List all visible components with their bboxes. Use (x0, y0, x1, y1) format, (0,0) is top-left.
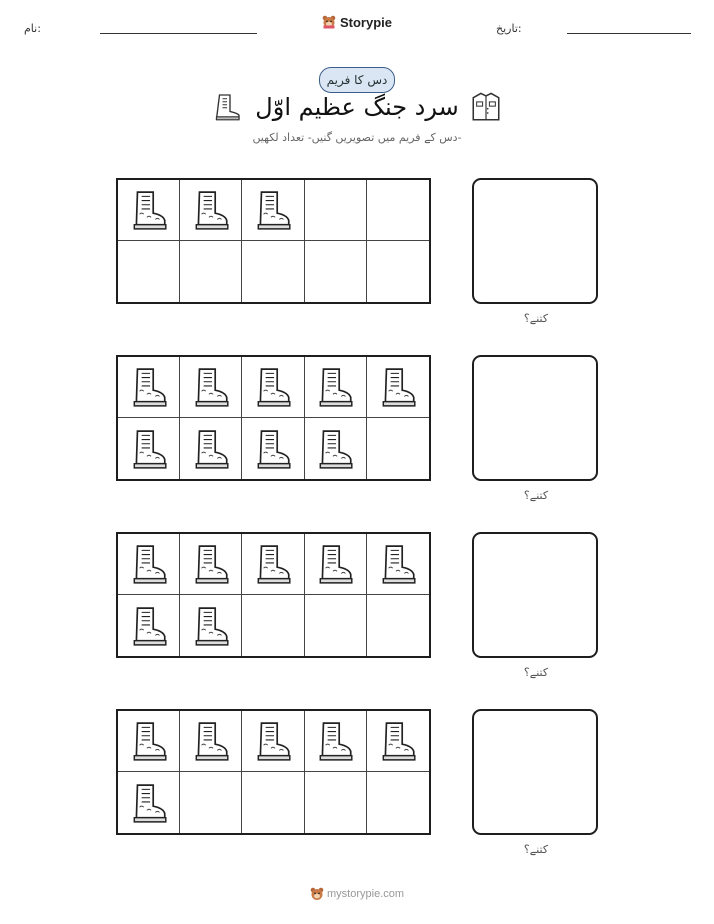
ten-frame (116, 178, 431, 304)
boot-icon (377, 720, 419, 762)
ten-frame (116, 709, 431, 835)
boot-icon (377, 366, 419, 408)
ten-frame-cell (242, 534, 304, 595)
ten-frame-cell (118, 772, 180, 833)
date-label: تاریخ: (496, 22, 522, 35)
ten-frame-cell (305, 772, 367, 833)
ten-frame-cell (242, 772, 304, 833)
ten-frame-cell (180, 357, 242, 418)
name-label: نام: (24, 22, 41, 35)
page-title: سرد جنگ عظیم اوّل (255, 93, 459, 121)
boot-icon (128, 605, 170, 647)
name-line[interactable] (100, 33, 257, 34)
ten-frame-cell (305, 595, 367, 656)
answer-box[interactable] (472, 178, 598, 304)
ten-frame-cell (305, 241, 367, 302)
ten-frame-cell (118, 711, 180, 772)
worksheet-type-badge: دس کا فریم (319, 67, 395, 93)
ten-frame-cell (242, 595, 304, 656)
footer-url: mystorypie.com (327, 887, 405, 900)
ten-frame-cell (180, 180, 242, 241)
ten-frame-cell (367, 711, 429, 772)
ten-frame-cell (118, 357, 180, 418)
ten-frame-cell (305, 418, 367, 479)
boot-icon (128, 428, 170, 470)
boot-icon (128, 782, 170, 824)
ten-frame-cell (118, 534, 180, 595)
boot-icon (252, 720, 294, 762)
how-many-label: کتنے؟ (523, 489, 549, 502)
ten-frame-cell (242, 711, 304, 772)
ten-frame-cell (118, 180, 180, 241)
boot-icon (314, 428, 356, 470)
ten-frame-cell (305, 534, 367, 595)
boot-icon (190, 605, 232, 647)
ten-frame-cell (242, 180, 304, 241)
bear-logo-icon (322, 15, 336, 29)
ten-frame-cell (367, 241, 429, 302)
jacket-icon (468, 90, 504, 124)
footer (0, 887, 714, 901)
ten-frame-cell (118, 418, 180, 479)
ten-frame-cell (118, 595, 180, 656)
boot-icon (190, 366, 232, 408)
boot-icon (252, 366, 294, 408)
ten-frame-cell (367, 357, 429, 418)
ten-frame-cell (180, 241, 242, 302)
ten-frame-cell (180, 772, 242, 833)
ten-frame-cell (367, 534, 429, 595)
ten-frame-cell (118, 241, 180, 302)
boot-icon (314, 543, 356, 585)
ten-frame-cell (180, 534, 242, 595)
bear-logo-icon (310, 887, 324, 901)
how-many-label: کتنے؟ (523, 312, 549, 325)
ten-frame-cell (367, 595, 429, 656)
ten-frame-cell (305, 711, 367, 772)
ten-frame-cell (180, 418, 242, 479)
brand-logo (0, 14, 714, 33)
ten-frame (116, 532, 431, 658)
ten-frame-cell (367, 180, 429, 241)
boot-icon (190, 720, 232, 762)
boot-icon (190, 428, 232, 470)
ten-frame-cell (242, 357, 304, 418)
boot-icon (128, 720, 170, 762)
answer-box[interactable] (472, 709, 598, 835)
answer-box[interactable] (472, 355, 598, 481)
ten-frame-cell (367, 418, 429, 479)
how-many-label: کتنے؟ (523, 843, 549, 856)
ten-frame-cell (367, 772, 429, 833)
boot-icon (377, 543, 419, 585)
boot-icon (252, 543, 294, 585)
ten-frame-cell (180, 711, 242, 772)
brand-name: Storypie (339, 14, 392, 30)
boot-icon (252, 428, 294, 470)
date-line[interactable] (567, 33, 691, 34)
ten-frame-cell (242, 418, 304, 479)
ten-frame-cell (305, 180, 367, 241)
boot-icon (128, 189, 170, 231)
boot-icon (190, 189, 232, 231)
ten-frame-cell (305, 357, 367, 418)
instructions: دس کے فریم میں تصویریں گنیں- تعداد لکھیں- (252, 131, 462, 144)
how-many-label: کتنے؟ (523, 666, 549, 679)
ten-frame-cell (180, 595, 242, 656)
boot-icon (314, 720, 356, 762)
boot-icon (190, 543, 232, 585)
ten-frame-cell (242, 241, 304, 302)
ten-frame (116, 355, 431, 481)
boot-icon (252, 189, 294, 231)
boot-icon (128, 366, 170, 408)
answer-box[interactable] (472, 532, 598, 658)
boot-icon (314, 366, 356, 408)
boot-icon (128, 543, 170, 585)
